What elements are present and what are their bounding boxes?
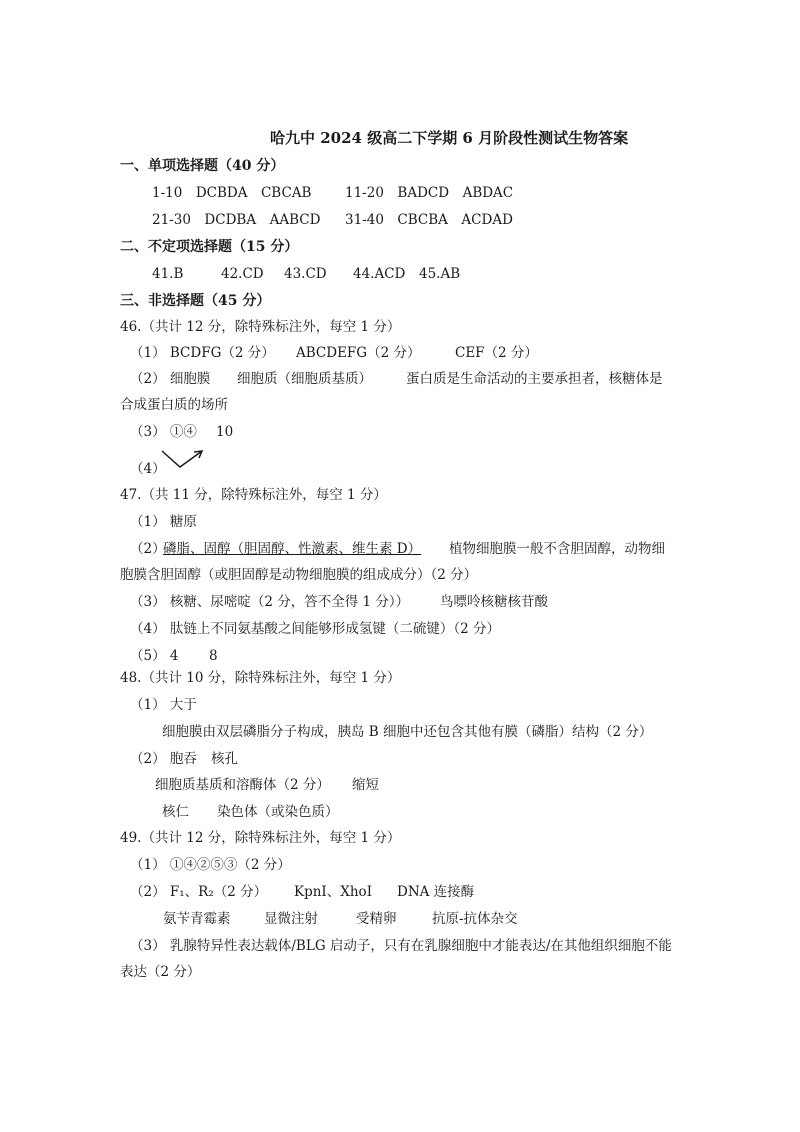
q46-part2-c: 蛋白质是生命活动的主要承担者，核糖体是 [406, 371, 663, 387]
q48-part2-e: 核仁 [162, 804, 189, 820]
q46-part4: （4） [130, 461, 166, 477]
q46-part1-b: ABCDEFG（2 分） [296, 345, 421, 361]
q47-part3-b: 鸟嘌呤核糖核苷酸 [440, 594, 548, 610]
q48-part2-b: 核孔 [211, 751, 238, 767]
section-single-choice: 一、单项选择题（40 分） [120, 158, 285, 174]
q46-part3-a: （3） ①④ [130, 424, 197, 440]
q48-part1: （1） 大于 [130, 697, 197, 713]
q49-part1: （1） ①④②⑤③（2 分） [130, 857, 291, 873]
q47-part2-b: 磷脂、固醇（胆固醇、性激素、维生素 D） [163, 541, 422, 557]
mc-row-1-10: 1-10 DCBDA CBCAB [152, 185, 312, 201]
q47-part3-a: （3） 核糖、尿嘧啶（2 分，答不全得 1 分）） [130, 594, 410, 610]
q49-part2-f: 受精卵 [356, 911, 397, 927]
q49-part2-c: DNA 连接酶 [397, 884, 475, 900]
q46-part1-c: CEF（2 分） [455, 345, 538, 361]
mc-row-21-30: 21-30 DCDBA AABCD [152, 212, 321, 228]
q49-part2-a: （2） F₁、R₂（2 分） [130, 884, 268, 900]
q47-part5-a: （5） 4 [130, 648, 179, 664]
q49-part2-e: 显微注射 [264, 911, 318, 927]
q48-part2-a: （2） 胞吞 [130, 751, 197, 767]
q47-part2-c: 植物细胞膜一般不含胆固醇，动物细 [449, 541, 665, 557]
q49-part2-b: KpnI、XhoI [294, 884, 373, 900]
q48-part2-f: 染色体（或染色质） [217, 804, 339, 820]
mc-row-31-40: 31-40 CBCBA ACDAD [345, 212, 513, 228]
q46-part2-d: 合成蛋白质的场所 [120, 397, 228, 413]
q46-part2-a: （2） 细胞膜 [130, 371, 211, 387]
q49-part2-g: 抗原-抗体杂交 [432, 911, 518, 927]
q49-header: 49.（共计 12 分，除特殊标注外，每空 1 分） [120, 830, 401, 846]
trend-arrow-icon [160, 447, 210, 473]
section-multiple-choice: 二、不定项选择题（15 分） [120, 239, 299, 255]
mc-row-11-20: 11-20 BADCD ABDAC [345, 185, 514, 201]
q48-part2-c: 细胞质基质和溶酶体（2 分） [155, 777, 330, 793]
q48-header: 48.（共计 10 分，除特殊标注外，每空 1 分） [120, 670, 401, 686]
q48-part2-d: 缩短 [352, 777, 379, 793]
q49-part3-a: （3） 乳腺特异性表达载体/BLG 启动子，只有在乳腺细胞中才能表达/在其他组织细胞不能 [130, 938, 672, 954]
q47-header: 47.（共 11 分，除特殊标注外，每空 1 分） [120, 487, 387, 503]
multi-answer-44: 44.ACD [353, 266, 406, 282]
q46-part3-b: 10 [216, 424, 234, 440]
q46-header: 46.（共计 12 分，除特殊标注外，每空 1 分） [120, 319, 401, 335]
q48-part1-b: 细胞膜由双层磷脂分子构成，胰岛 B 细胞中还包含其他有膜（磷脂）结构（2 分） [162, 724, 653, 740]
multi-answer-43: 43.CD [284, 266, 327, 282]
q46-part2-b: 细胞质（细胞质基质） [237, 371, 372, 387]
q49-part2-d: 氨苄青霉素 [163, 911, 231, 927]
q47-part2-d: 胞膜含胆固醇（或胆固醇是动物细胞膜的组成成分）（2 分） [120, 567, 478, 583]
multi-answer-41: 41.B [152, 266, 184, 282]
q47-part4: （4） 肽链上不同氨基酸之间能够形成氢键（二硫键）（2 分） [130, 621, 501, 637]
multi-answer-42: 42.CD [221, 266, 264, 282]
q46-part1-a: （1） BCDFG（2 分） [130, 345, 275, 361]
q47-part1: （1） 糖原 [130, 514, 197, 530]
page-title: 哈九中 2024 级高二下学期 6 月阶段性测试生物答案 [270, 129, 629, 147]
q49-part3-b: 表达（2 分） [120, 964, 201, 980]
multi-answer-45: 45.AB [419, 266, 461, 282]
q47-part5-b: 8 [209, 648, 218, 664]
q47-part2-a: （2） [130, 541, 166, 557]
section-non-choice: 三、非选择题（45 分） [120, 293, 271, 309]
